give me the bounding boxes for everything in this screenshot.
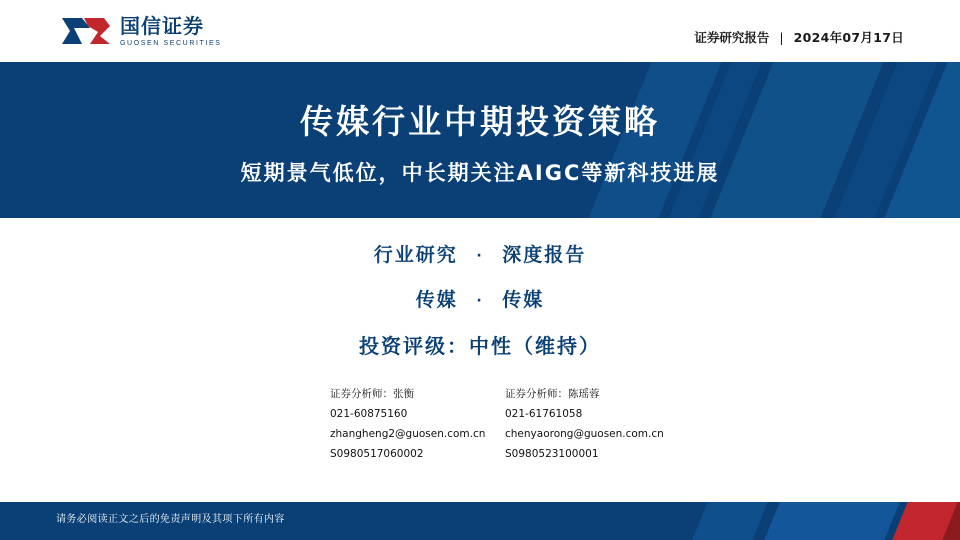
meta-line-research — [0, 240, 960, 267]
analyst-phone: 021-61761058 — [505, 408, 583, 420]
footer-stripe-1 — [692, 502, 767, 540]
report-subtitle: 短期景气低位，中长期关注AIGC等新科技进展 — [240, 161, 720, 185]
meta-dot-2: · — [476, 292, 484, 309]
meta-research-depth: 深度报告 — [502, 244, 587, 266]
logo-text-block — [120, 13, 222, 47]
page-header — [0, 0, 960, 62]
meta-line-industry — [0, 285, 960, 312]
page-footer — [0, 502, 960, 540]
meta-industry-primary: 传媒 — [415, 289, 458, 311]
title-banner — [0, 62, 960, 218]
company-logo — [60, 14, 222, 48]
footer-stripe-2 — [764, 502, 899, 540]
header-meta — [694, 28, 904, 46]
report-type-label: 证券研究报告 — [694, 30, 770, 45]
analyst-phone: 021-60875160 — [330, 408, 408, 420]
analyst-name: 证券分析师：张衡 — [330, 388, 414, 400]
analyst-license: S0980517060002 — [330, 448, 424, 460]
investment-rating: 投资评级：中性（维持） — [359, 334, 601, 358]
guosen-logo-icon — [60, 14, 112, 48]
logo-chinese-name: 国信证券 — [120, 13, 204, 38]
analyst-list — [330, 384, 750, 464]
analyst-email: zhangheng2@guosen.com.cn — [330, 428, 486, 440]
report-meta-block — [0, 240, 960, 359]
report-date: 2024年07月17日 — [793, 30, 904, 45]
analyst-entry — [330, 384, 505, 464]
header-separator: | — [779, 29, 784, 45]
footer-disclaimer: 请务必阅读正文之后的免责声明及其项下所有内容 — [56, 514, 285, 525]
analyst-entry — [505, 384, 680, 464]
meta-research-category: 行业研究 — [373, 244, 458, 266]
analyst-license: S0980523100001 — [505, 448, 599, 460]
analyst-email: chenyaorong@guosen.com.cn — [505, 428, 664, 440]
report-title: 传媒行业中期投资策略 — [300, 102, 660, 141]
meta-industry-secondary: 传媒 — [502, 289, 545, 311]
meta-dot-1: · — [476, 247, 484, 264]
analyst-name: 证券分析师：陈瑶蓉 — [505, 388, 600, 400]
logo-english-name: GUOSEN SECURITIES — [120, 39, 222, 47]
